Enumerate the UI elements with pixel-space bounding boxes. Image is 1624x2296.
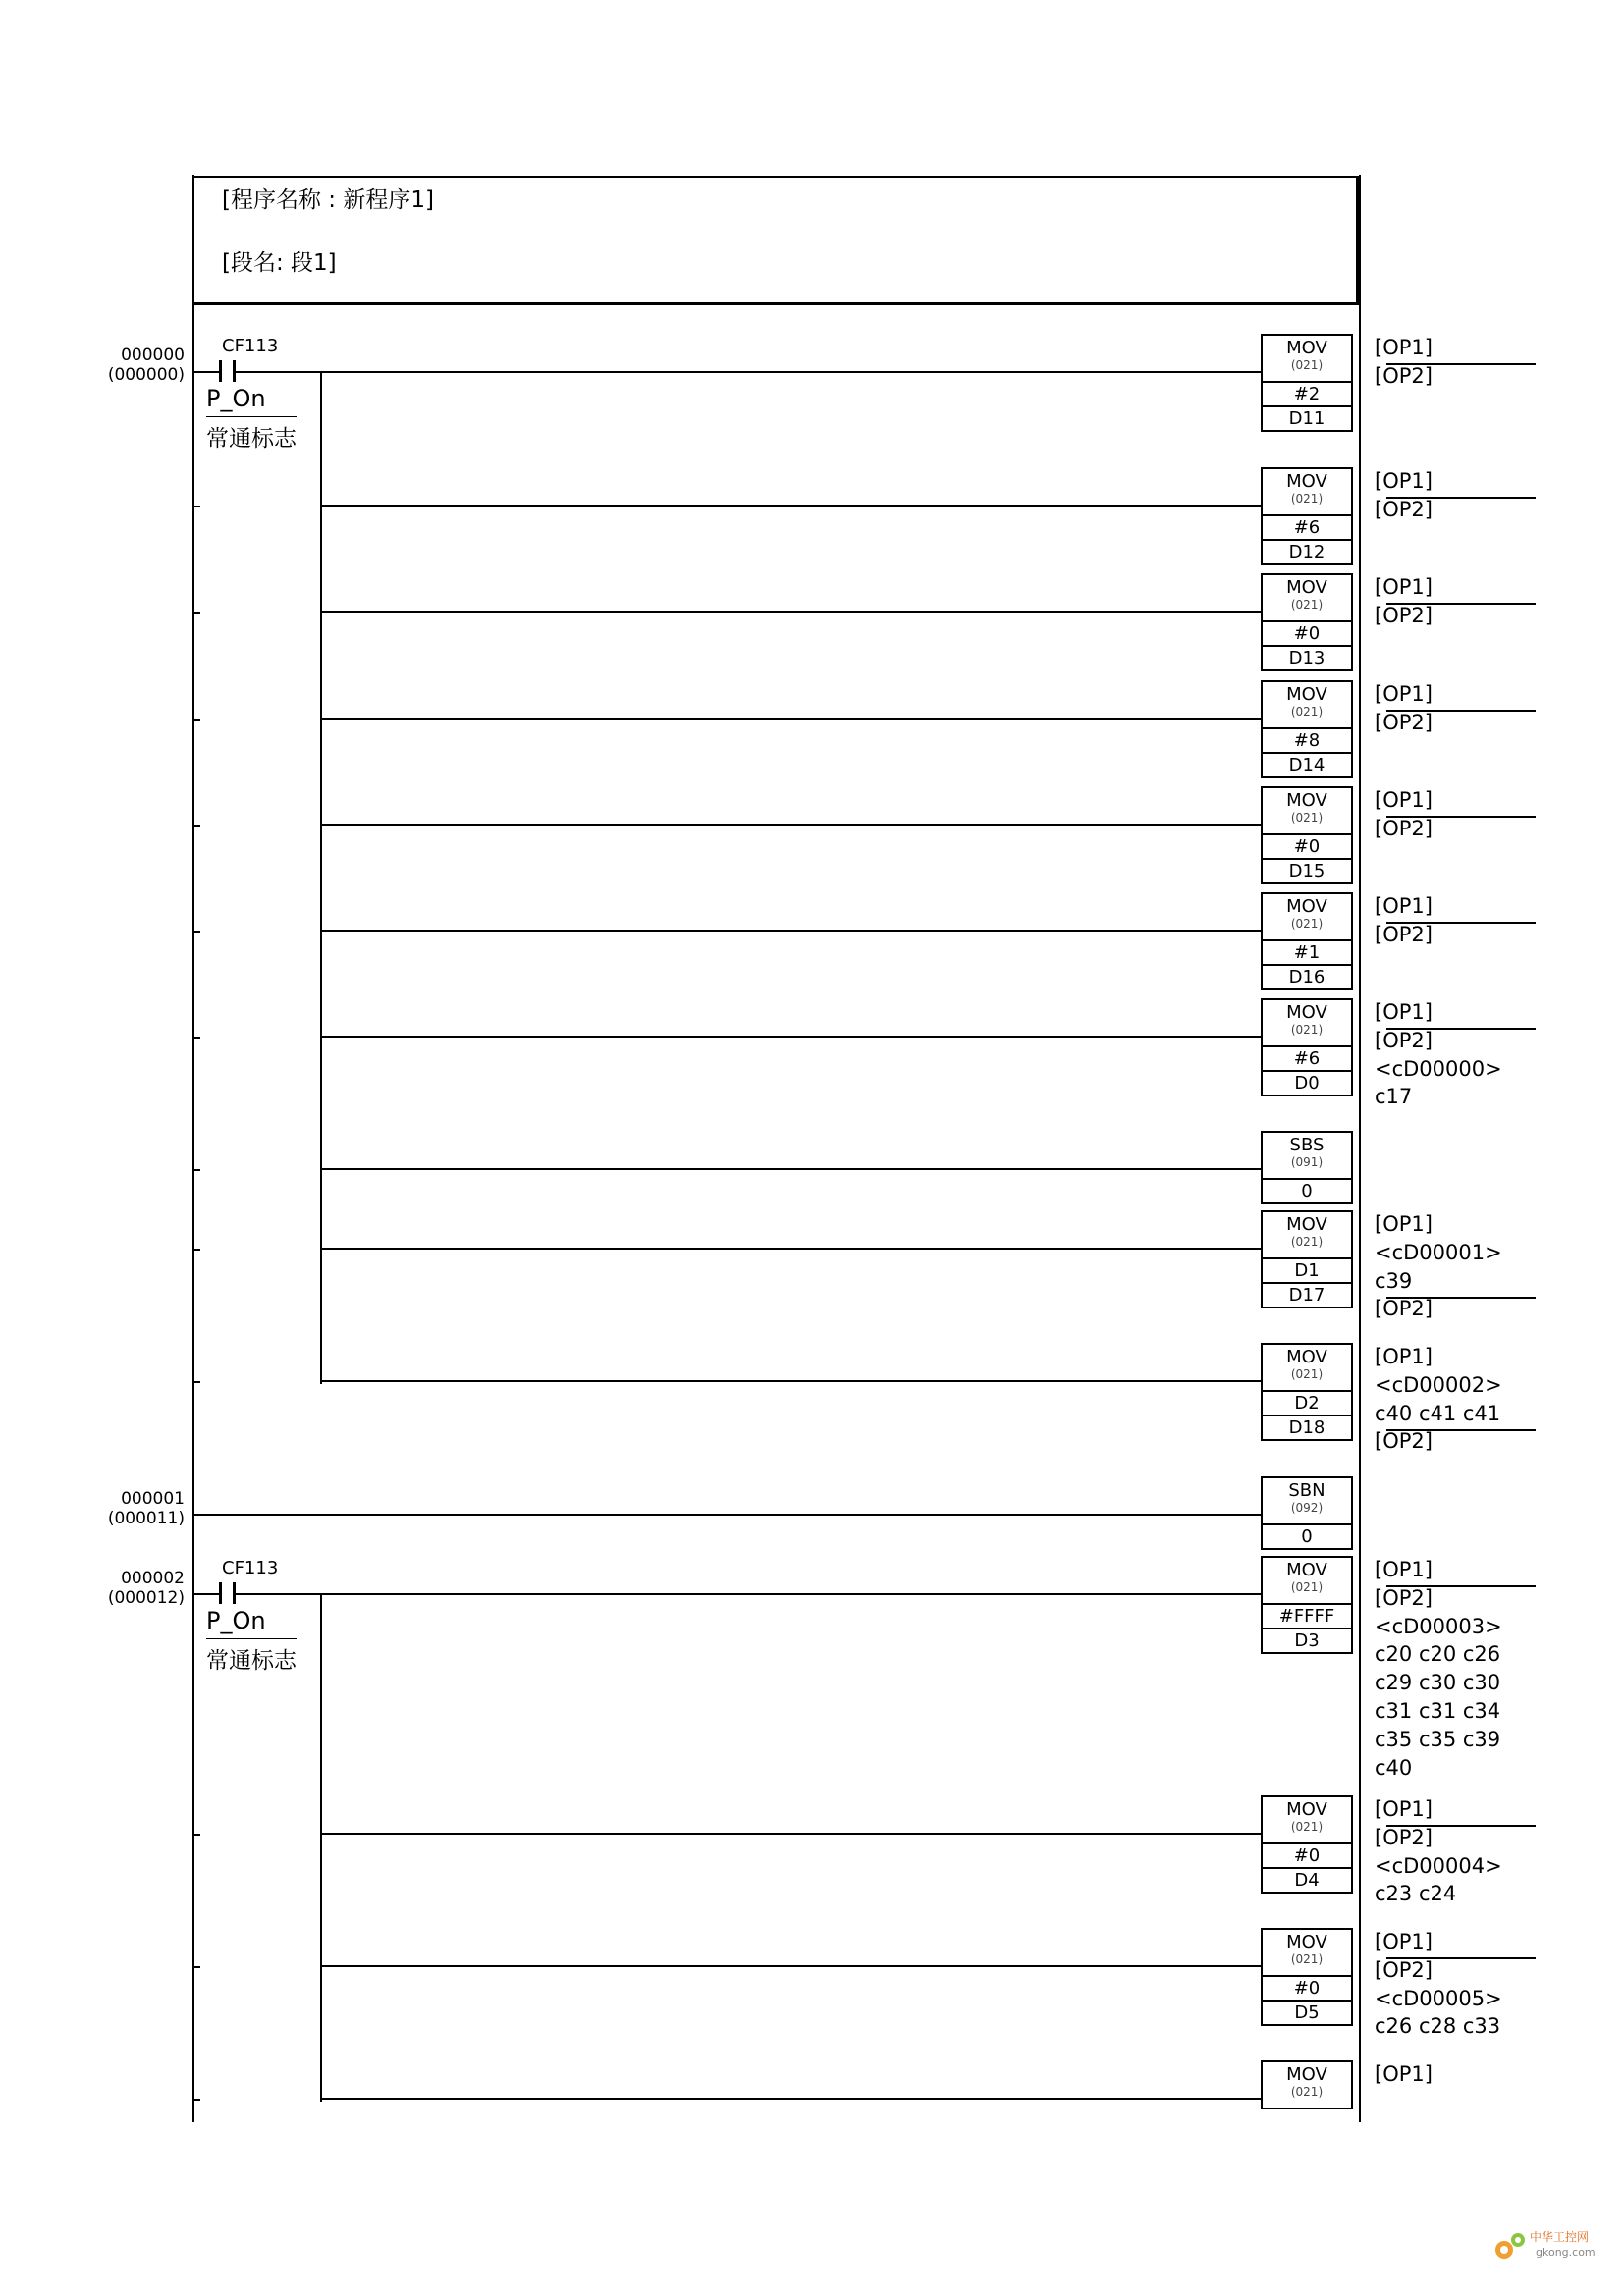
rail-tick [192, 931, 200, 933]
annotation-underline [1386, 1028, 1536, 1030]
rung-wire [320, 1965, 1261, 1967]
operand-source: #6 [1261, 1045, 1353, 1072]
rung-wire [320, 1593, 1261, 1595]
operand-annotation: [OP1] [OP2] <cD00000> c17 [1375, 1000, 1502, 1109]
rail-tick [192, 1249, 200, 1251]
operand-destination: D11 [1261, 405, 1353, 432]
operand-source: #8 [1261, 727, 1353, 754]
operand-destination: D16 [1261, 964, 1353, 990]
operand-destination: D17 [1261, 1282, 1353, 1308]
annotation-underline [1386, 710, 1536, 712]
operand-source: #1 [1261, 939, 1353, 966]
rail-tick [192, 2099, 200, 2101]
annotation-underline [1386, 1429, 1536, 1431]
function-block-mov[interactable]: MOV (021) #6 D0 [1261, 998, 1353, 1096]
contact-p-on-rung2[interactable] [192, 1556, 320, 1674]
function-block-mov[interactable]: MOV (021) #8 D14 [1261, 680, 1353, 778]
annotation-underline [1386, 363, 1536, 365]
function-block-mov[interactable]: MOV (021) #2 D11 [1261, 334, 1353, 432]
annotation-underline [1386, 816, 1536, 818]
rail-tick [192, 1966, 200, 1968]
operand-annotation: [OP1] [OP2] [1375, 469, 1433, 521]
program-name: [程序名称 : 新程序1] [222, 187, 434, 213]
section-name: [段名: 段1] [222, 250, 337, 276]
function-block-mov[interactable]: MOV (021) D2 D18 [1261, 1343, 1353, 1441]
operand-source: D1 [1261, 1257, 1353, 1284]
function-block-sbn[interactable]: SBN (092) 0 [1261, 1476, 1353, 1550]
rail-tick [192, 1381, 200, 1383]
operand-source: #6 [1261, 514, 1353, 541]
annotation-underline [1386, 1957, 1536, 1959]
operand-destination: D0 [1261, 1070, 1353, 1096]
rung-step-2: 000002 (000012) [107, 1569, 185, 1608]
operand-subroutine: 0 [1261, 1523, 1353, 1550]
operand-source: #0 [1261, 620, 1353, 647]
operand-annotation: [OP1] [OP2] <cD00004> c23 c24 [1375, 1797, 1502, 1906]
rung-step-1: 000001 (000011) [107, 1489, 185, 1528]
function-block-sbs[interactable]: SBS (091) 0 [1261, 1131, 1353, 1204]
function-block-mov[interactable]: MOV (021) #0 D13 [1261, 573, 1353, 671]
rung-wire [192, 1514, 1261, 1516]
operand-source: #2 [1261, 381, 1353, 407]
rung-wire [320, 505, 1261, 507]
annotation-underline [1386, 922, 1536, 924]
annotation-underline [1386, 603, 1536, 605]
operand-annotation: [OP1] [OP2] <cD00005> c26 c28 c33 [1375, 1930, 1502, 2039]
gear-icon [1490, 2226, 1530, 2266]
rail-tick [192, 719, 200, 721]
function-block-mov[interactable]: MOV (021) D1 D17 [1261, 1210, 1353, 1308]
watermark-url: gkong.com [1536, 2246, 1596, 2259]
contact-address: CF113 [222, 336, 279, 356]
branch-bus-rung2 [320, 1593, 322, 2102]
contact-symbol: P_On [206, 385, 266, 412]
operand-destination: D18 [1261, 1415, 1353, 1441]
contact-address: CF113 [222, 1558, 279, 1578]
contact-comment: 常通标志 [206, 426, 297, 452]
operand-destination: D13 [1261, 645, 1353, 671]
rung-wire [320, 371, 1261, 373]
function-block-mov[interactable]: MOV (021) [1261, 2060, 1353, 2109]
operand-annotation: [OP1] [OP2] [1375, 336, 1433, 388]
rung-wire [320, 2098, 1261, 2100]
rung-wire [320, 1036, 1261, 1038]
operand-source: #0 [1261, 1975, 1353, 2002]
left-power-rail [192, 175, 194, 2122]
operand-annotation: [OP1] <cD00002> c40 c41 c41 [OP2] [1375, 1345, 1502, 1454]
rung-wire [320, 1380, 1261, 1382]
operand-destination: D5 [1261, 2000, 1353, 2026]
operand-annotation: [OP1] [1375, 2062, 1433, 2086]
function-block-mov[interactable]: MOV (021) #0 D15 [1261, 786, 1353, 884]
contact-symbol: P_On [206, 1607, 266, 1634]
operand-destination: D14 [1261, 752, 1353, 778]
annotation-underline [1386, 1585, 1536, 1587]
operand-annotation: [OP1] [OP2] [1375, 788, 1433, 840]
watermark-logo [1490, 2226, 1618, 2266]
rail-tick [192, 1037, 200, 1039]
rail-tick [192, 506, 200, 507]
operand-annotation: [OP1] [OP2] <cD00003> c20 c20 c26 c29 c30 c30 c31 c31 c34 c35 c35 c39 c40 [1375, 1558, 1502, 1780]
operand-subroutine: 0 [1261, 1178, 1353, 1204]
operand-source: #0 [1261, 1842, 1353, 1869]
rail-tick [192, 612, 200, 614]
operand-destination: D15 [1261, 858, 1353, 884]
operand-destination: D3 [1261, 1628, 1353, 1654]
contact-p-on-rung0[interactable] [192, 334, 320, 452]
branch-bus-rung0 [320, 371, 322, 1384]
operand-source: #0 [1261, 833, 1353, 860]
annotation-underline [1386, 1825, 1536, 1827]
rung-wire [320, 1833, 1261, 1835]
rung-step-0: 000000 (000000) [107, 346, 185, 385]
operand-source: #FFFF [1261, 1603, 1353, 1629]
function-block-mov[interactable]: MOV (021) #0 D4 [1261, 1795, 1353, 1894]
operand-annotation: [OP1] [OP2] [1375, 575, 1433, 627]
program-header-box [193, 176, 1359, 305]
operand-annotation: [OP1] <cD00001> c39 [OP2] [1375, 1212, 1502, 1321]
operand-destination: D4 [1261, 1867, 1353, 1894]
watermark-brand: 中华工控网 [1530, 2230, 1590, 2244]
operand-source: D2 [1261, 1390, 1353, 1416]
rail-tick [192, 1834, 200, 1836]
annotation-underline [1386, 1297, 1536, 1299]
rung-wire [320, 611, 1261, 613]
function-block-mov[interactable]: MOV (021) #6 D12 [1261, 467, 1353, 565]
operand-annotation: [OP1] [OP2] [1375, 682, 1433, 734]
rail-tick [192, 825, 200, 827]
annotation-underline [1386, 497, 1536, 499]
rail-tick [192, 1169, 200, 1171]
right-power-rail [1359, 175, 1361, 2122]
function-block-mov[interactable]: MOV (021) #1 D16 [1261, 892, 1353, 990]
rung-wire [320, 1168, 1261, 1170]
function-block-mov[interactable]: MOV (021) #FFFF D3 [1261, 1556, 1353, 1654]
function-block-mov[interactable]: MOV (021) #0 D5 [1261, 1928, 1353, 2026]
contact-comment: 常通标志 [206, 1648, 297, 1674]
rung-wire [320, 718, 1261, 720]
rung-wire [320, 1248, 1261, 1250]
operand-annotation: [OP1] [OP2] [1375, 894, 1433, 946]
operand-destination: D12 [1261, 539, 1353, 565]
rung-wire [320, 824, 1261, 826]
rung-wire [320, 930, 1261, 932]
